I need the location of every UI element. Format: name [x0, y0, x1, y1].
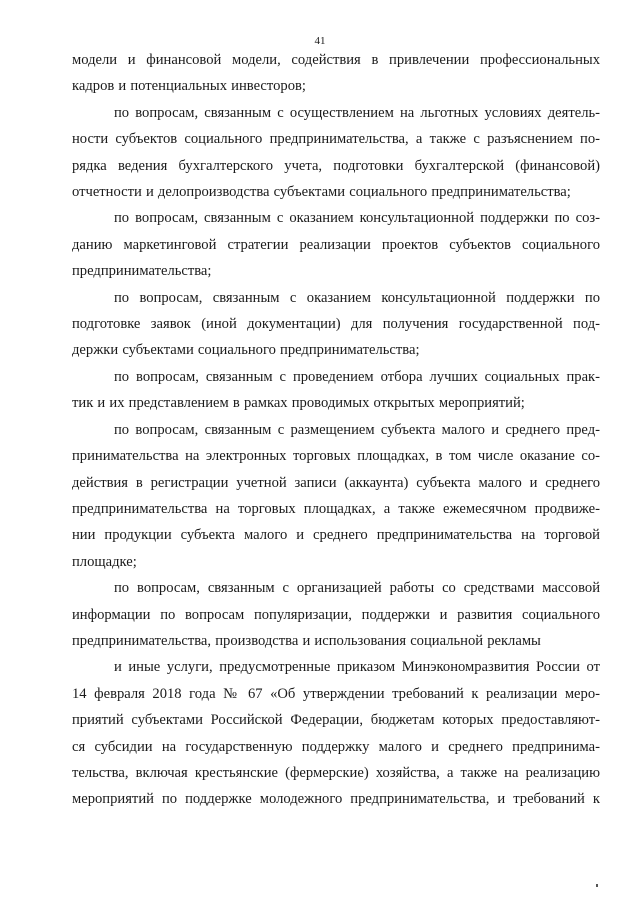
paragraph: [72, 654, 600, 812]
text-line: по вопросам, связанным с проведением отбора лучших социальных прак-: [114, 368, 600, 385]
text-line: по вопросам, связанным с организацией работы со средствами массовой: [114, 580, 600, 597]
scan-mark: [596, 884, 598, 887]
paragraph: [72, 364, 600, 417]
text-line: и иные услуги, предусмотренные приказом Минэкономразвития России от: [114, 659, 600, 676]
text-line: информации по вопросам популяризации, поддержки и развития социального: [72, 606, 600, 623]
text-line: мероприятий по поддержке молодежного предпринимательства, и требований к: [72, 791, 600, 808]
text-line: по вопросам, связанным с оказанием консультационной поддержки по соз-: [114, 210, 600, 227]
text-line: кадров и потенциальных инвесторов;: [72, 78, 306, 95]
text-line: ся субсидии на государственную поддержку малого и среднего предпринима-: [72, 738, 600, 755]
paragraph: [72, 100, 600, 206]
text-line: предпринимательства, производства и использования социальной рекламы: [72, 632, 541, 649]
text-line: данию маркетинговой стратегии реализации проектов субъектов социального: [72, 236, 600, 253]
text-line: ности субъектов социального предпринимательства, а также с разъяснением по-: [72, 131, 600, 148]
text-line: подготовке заявок (иной документации) для получения государственной под-: [72, 316, 600, 333]
text-line: принимательства на электронных торговых площадках, в том числе оказание со-: [72, 448, 600, 465]
text-line: действия в регистрации учетной записи (аккаунта) субъекта малого и среднего: [72, 474, 600, 491]
page-number: 41: [314, 35, 326, 47]
document-body: [72, 47, 600, 813]
text-line: по вопросам, связанным с размещением субъекта малого и среднего пред-: [114, 421, 600, 438]
text-line: площадке;: [72, 553, 137, 570]
text-line: модели и финансовой модели, содействия в привлечении профессиональных: [72, 52, 600, 68]
text-line: предпринимательства;: [72, 263, 212, 280]
text-line: предпринимательства на торговых площадках, а также ежемесячном продвиже-: [72, 500, 600, 517]
text-line: рядка ведения бухгалтерского учета, подготовки бухгалтерской (финансовой): [72, 157, 600, 174]
text-line: тельства, включая крестьянские (фермерские) хозяйства, а также на реализацию: [72, 764, 600, 781]
text-line: по вопросам, связанным с осуществлением на льготных условиях деятель-: [114, 104, 600, 121]
text-line: приятий субъектами Российской Федерации, бюджетам которых предоставляют-: [72, 712, 600, 729]
text-line: 14 февраля 2018 года № 67 «Об утверждении требований к реализации меро-: [72, 685, 600, 702]
paragraph: [72, 285, 600, 364]
text-line: держки субъектами социального предпринимательства;: [72, 342, 420, 359]
paragraph: [72, 47, 600, 100]
paragraph: [72, 575, 600, 654]
text-line: отчетности и делопроизводства субъектами социального предпринимательства;: [72, 184, 571, 201]
paragraph: [72, 417, 600, 575]
text-line: по вопросам, связанным с оказанием консультационной поддержки по: [114, 289, 600, 306]
paragraph: [72, 205, 600, 284]
text-line: нии продукции субъекта малого и среднего предпринимательства на торговой: [72, 527, 600, 544]
text-line: тик и их представлением в рамках проводимых открытых мероприятий;: [72, 395, 525, 412]
